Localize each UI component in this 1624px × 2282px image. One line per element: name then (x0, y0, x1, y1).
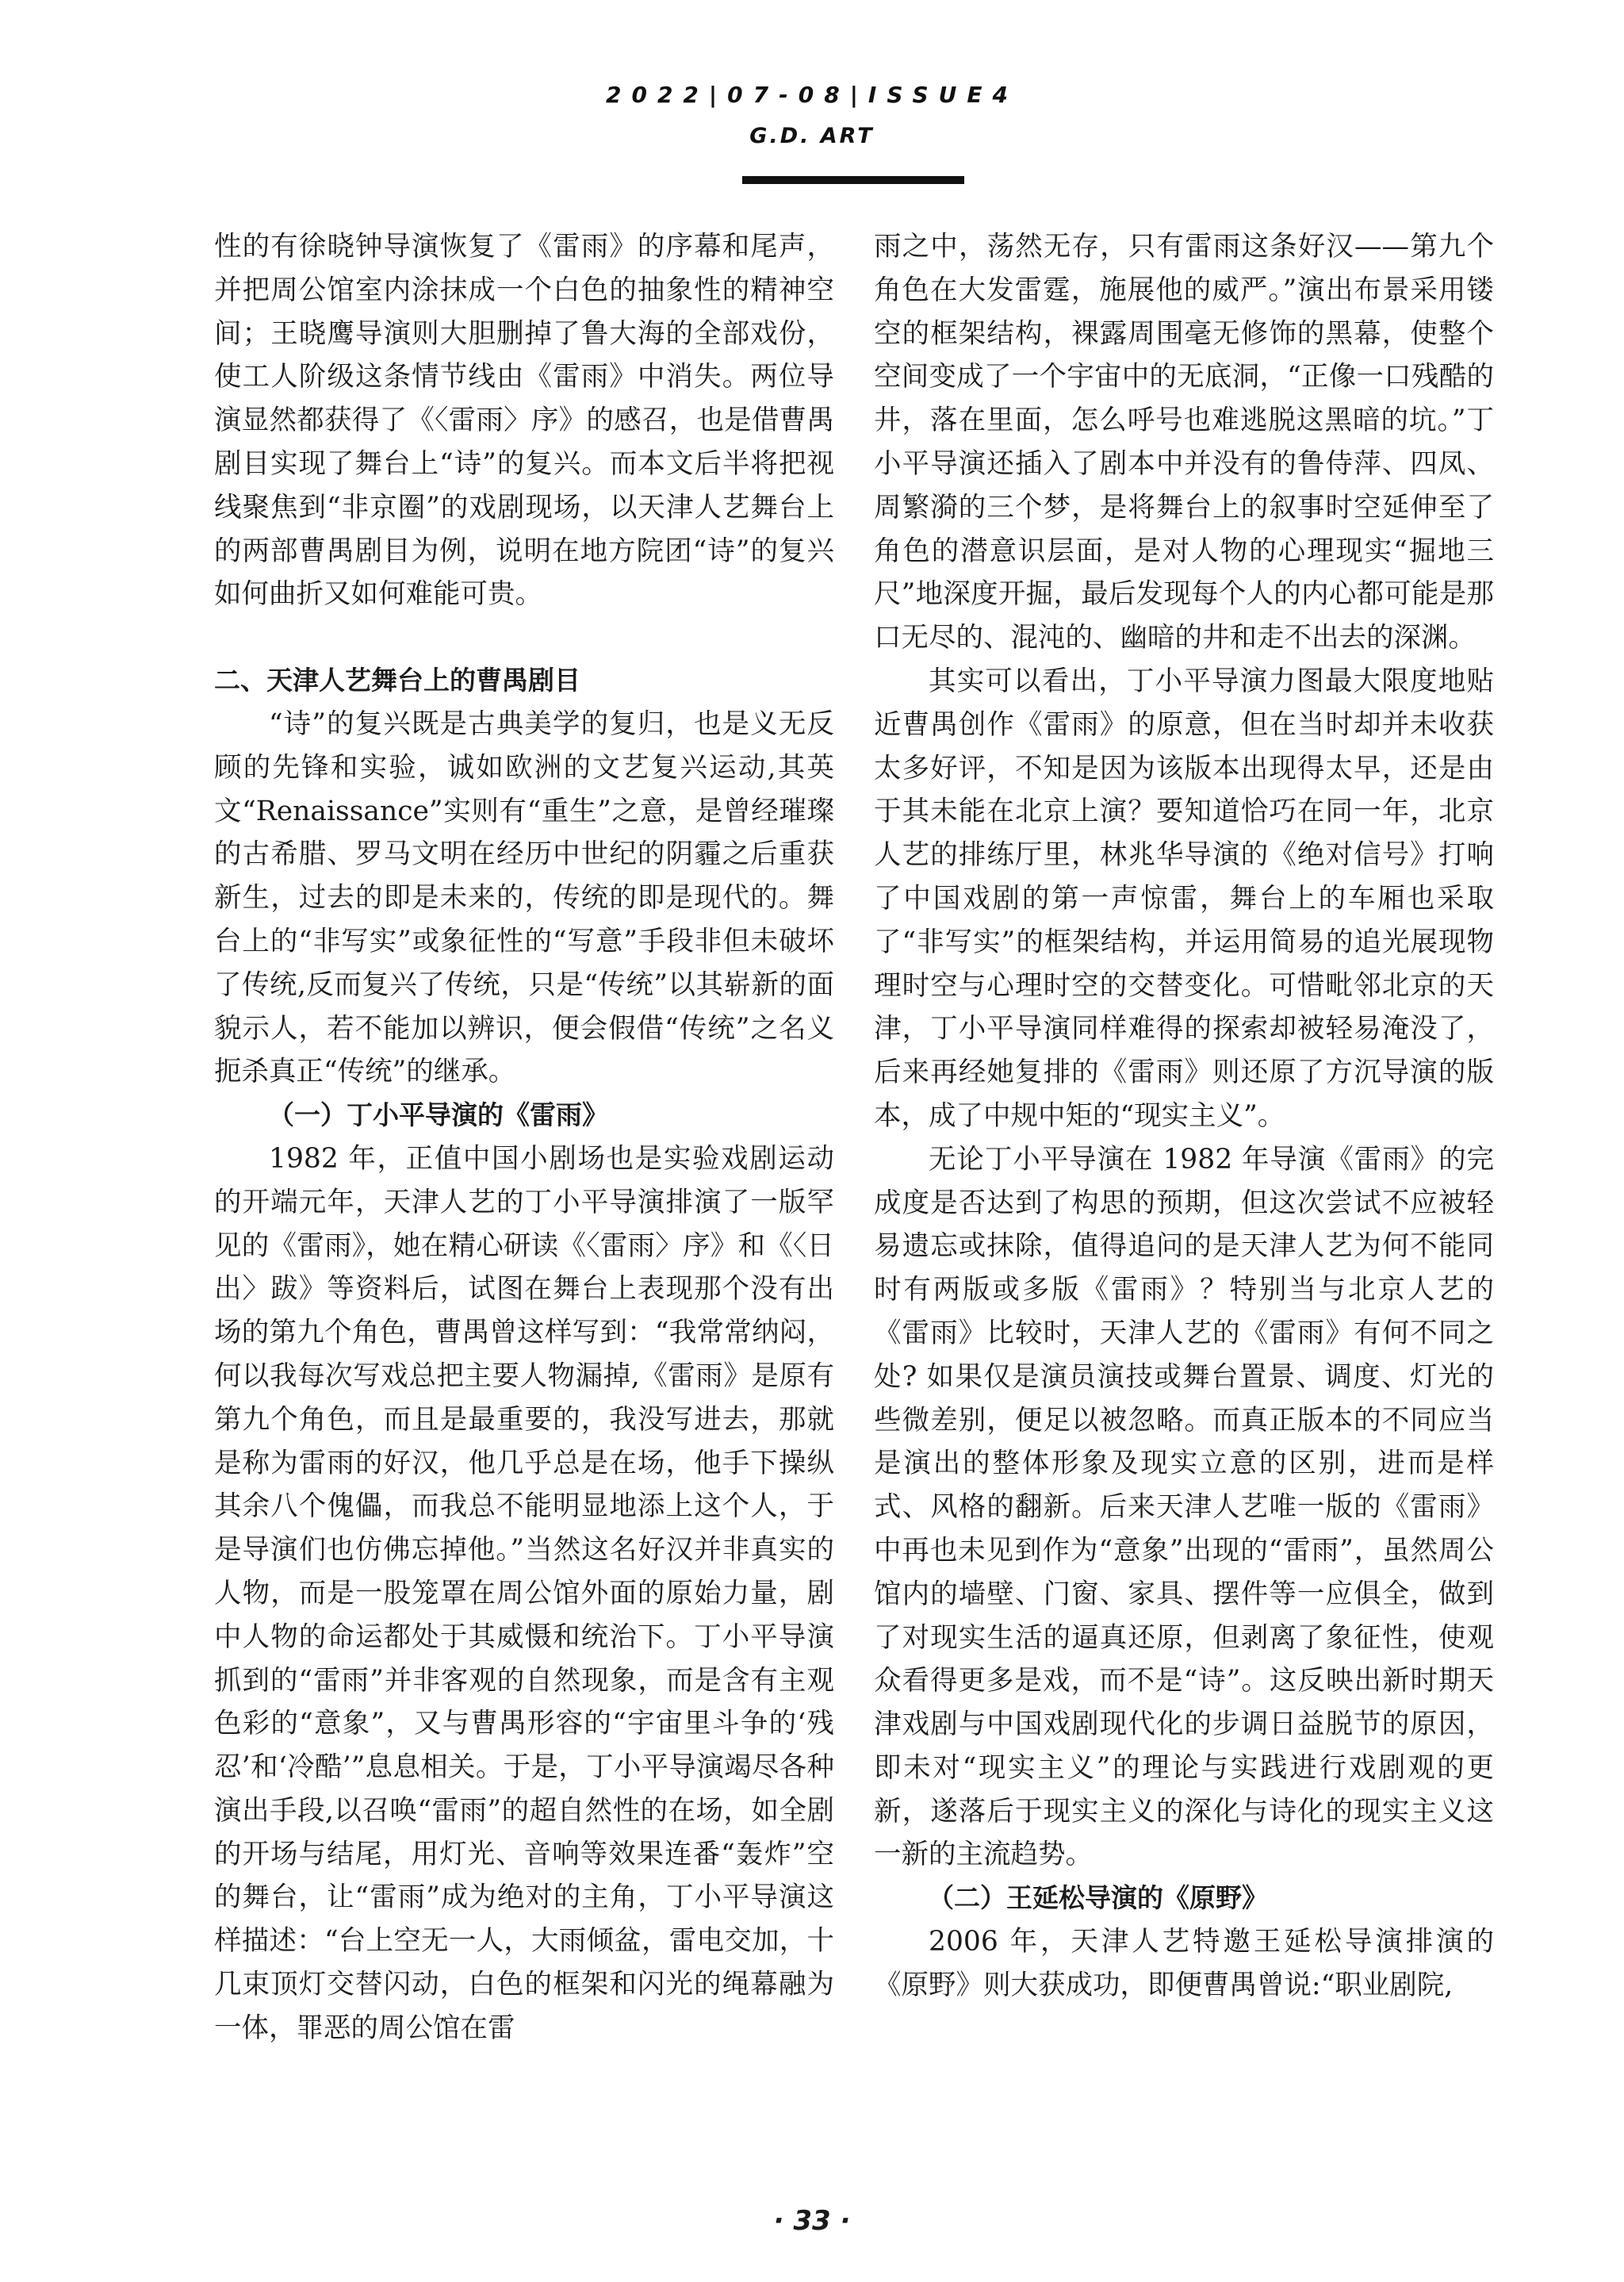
subsection-heading-1: （一）丁小平导演的《雷雨》 (268, 1099, 608, 1131)
paragraph-wang-yansong: 2006 年，天津人艺特邀王延松导演排演的《原野》则大获成功，即便曹禺曾说:“职业剧院, (874, 1926, 1494, 2001)
journal-issue-line: 2022|07-08|ISSUE4 (605, 82, 1019, 108)
journal-brand: G.D. ART (749, 124, 875, 148)
paragraph-intro-continued: 性的有徐晓钟导演恢复了《雷雨》的序幕和尾声，并把周公馆室内涂抹成一个白色的抽象性的精神空间；王晓鹰导演则大胆删掉了鲁大海的全部戏份，使工人阶级这条情节线由《雷雨》中消失。两位导演显然都获得了《〈雷雨〉序》的感召，也是借曹禺剧目实现了舞台上“诗”的复兴。而本文后半将把视线聚焦到“非京圈”的戏剧现场，以天津人艺舞台上的两部曹禺剧目为例，说明在地方院团“诗”的复兴如何曲折又如何难能可贵。 (214, 231, 834, 611)
section-heading: 二、天津人艺舞台上的曹禺剧目 (214, 665, 580, 696)
paragraph-ding-continued: 雨之中，荡然无存，只有雷雨这条好汉——第九个角色在大发雷霆，施展他的威严。”演出布景采用镂空的框架结构，裸露周围毫无修饰的黑幕，使整个空间变成了一个宇宙中的无底洞，“正像一口残酷的井，落在里面，怎么呼号也难逃脱这黑暗的坑。”丁小平导演还插入了剧本中并没有的鲁侍萍、四凤、周繁漪的三个梦，是将舞台上的叙事时空延伸至了角色的潜意识层面，是对人物的心理现实“掘地三尺”地深度开掘，最后发现每个人的内心都可能是那口无尽的、混沌的、幽暗的井和走不出去的深渊。 (874, 231, 1494, 654)
header-divider (742, 176, 964, 184)
paragraph-reception: 其实可以看出，丁小平导演力图最大限度地贴近曹禺创作《雷雨》的原意，但在当时却并未收获太多好评，不知是因为该版本出现得太早，还是由于其未能在北京上演？要知道恰巧在同一年，北京人艺的排练厅里，林兆华导演的《绝对信号》打响了中国戏剧的第一声惊雷，舞台上的车厢也采取了“非写实”的框架结构，并运用简易的追光展现物理时空与心理时空的交替变化。可惜毗邻北京的天津，丁小平导演同样难得的探索却被轻易淹没了，后来再经她复排的《雷雨》则还原了方沉导演的版本，成了中规中矩的“现实主义”。 (874, 665, 1494, 1132)
right-column (874, 225, 1494, 2121)
subsection-heading-2: （二）王延松导演的《原野》 (928, 1882, 1268, 1914)
page-number: · 33 · (773, 2205, 851, 2237)
paragraph-ding-xiaoping: 1982 年，正值中国小剧场也是实验戏剧运动的开端元年，天津人艺的丁小平导演排演了一版罕见的《雷雨》，她在精心研读《〈雷雨〉序》和《〈日出〉跋》等资料后，试图在舞台上表现那个没有出场的第九个角色，曹禺曾这样写到：“我常常纳闷，何以我每次写戏总把主要人物漏掉,《雷雨》是原有第九个角色，而且是最重要的，我没写进去，那就是称为雷雨的好汉，他几乎总是在场，他手下操纵其余八个傀儡，而我总不能明显地添上这个人，于是导演们也仿佛忘掉他。”当然这名好汉并非真实的人物，而是一股笼罩在周公馆外面的原始力量，剧中人物的命运都处于其威慑和统治下。丁小平导演抓到的“雷雨”并非客观的自然现象，而是含有主观色彩的“意象”，又与曹禺形容的“宇宙里斗争的‘残忍’和‘冷酷’”息息相关。于是，丁小平导演竭尽各种演出手段,以召唤“雷雨”的超自然性的在场，如全剧的开场与结尾，用灯光、音响等效果连番“轰炸”空的舞台，让“雷雨”成为绝对的主角，丁小平导演这样描述：“台上空无一人，大雨倾盆，雷电交加，十几束顶灯交替闪动，白色的框架和闪光的绳幕融为一体，罪恶的周公馆在雷 (214, 1142, 834, 2044)
left-column (214, 225, 834, 2121)
paragraph-comparison: 无论丁小平导演在 1982 年导演《雷雨》的完成度是否达到了构思的预期，但这次尝试不应被轻易遗忘或抹除，值得追问的是天津人艺为何不能同时有两版或多版《雷雨》？特别当与北京人艺的《雷雨》比较时，天津人艺的《雷雨》有何不同之处? 如果仅是演员演技或舞台置景、调度、灯光的些微差别，便足以被忽略。而真正版本的不同应当是演出的整体形象及现实立意的区别，进而是样式、风格的翻新。后来天津人艺唯一版的《雷雨》中再也未见到作为“意象”出现的“雷雨”，虽然周公馆内的墙壁、门窗、家具、摆件等一应俱全，做到了对现实生活的逼真还原，但剥离了象征性，使观众看得更多是戏，而不是“诗”。这反映出新时期天津戏剧与中国戏剧现代化的步调日益脱节的原因，即未对“现实主义”的理论与实践进行戏剧观的更新，遂落后于现实主义的深化与诗化的现实主义这一新的主流趋势。 (874, 1143, 1494, 1871)
paragraph-section-intro: “诗”的复兴既是古典美学的复归，也是义无反顾的先锋和实验，诚如欧洲的文艺复兴运动,其英文“Renaissance”实则有“重生”之意，是曾经璀璨的古希腊、罗马文明在经历中世纪的阴霾之后重获新生，过去的即是未来的，传统的即是现代的。舞台上的“非写实”或象征性的“写意”手段非但未破坏了传统,反而复兴了传统，只是“传统”以其崭新的面貌示人，若不能加以辨识，便会假借“传统”之名义扼杀真正“传统”的继承。 (214, 708, 834, 1088)
